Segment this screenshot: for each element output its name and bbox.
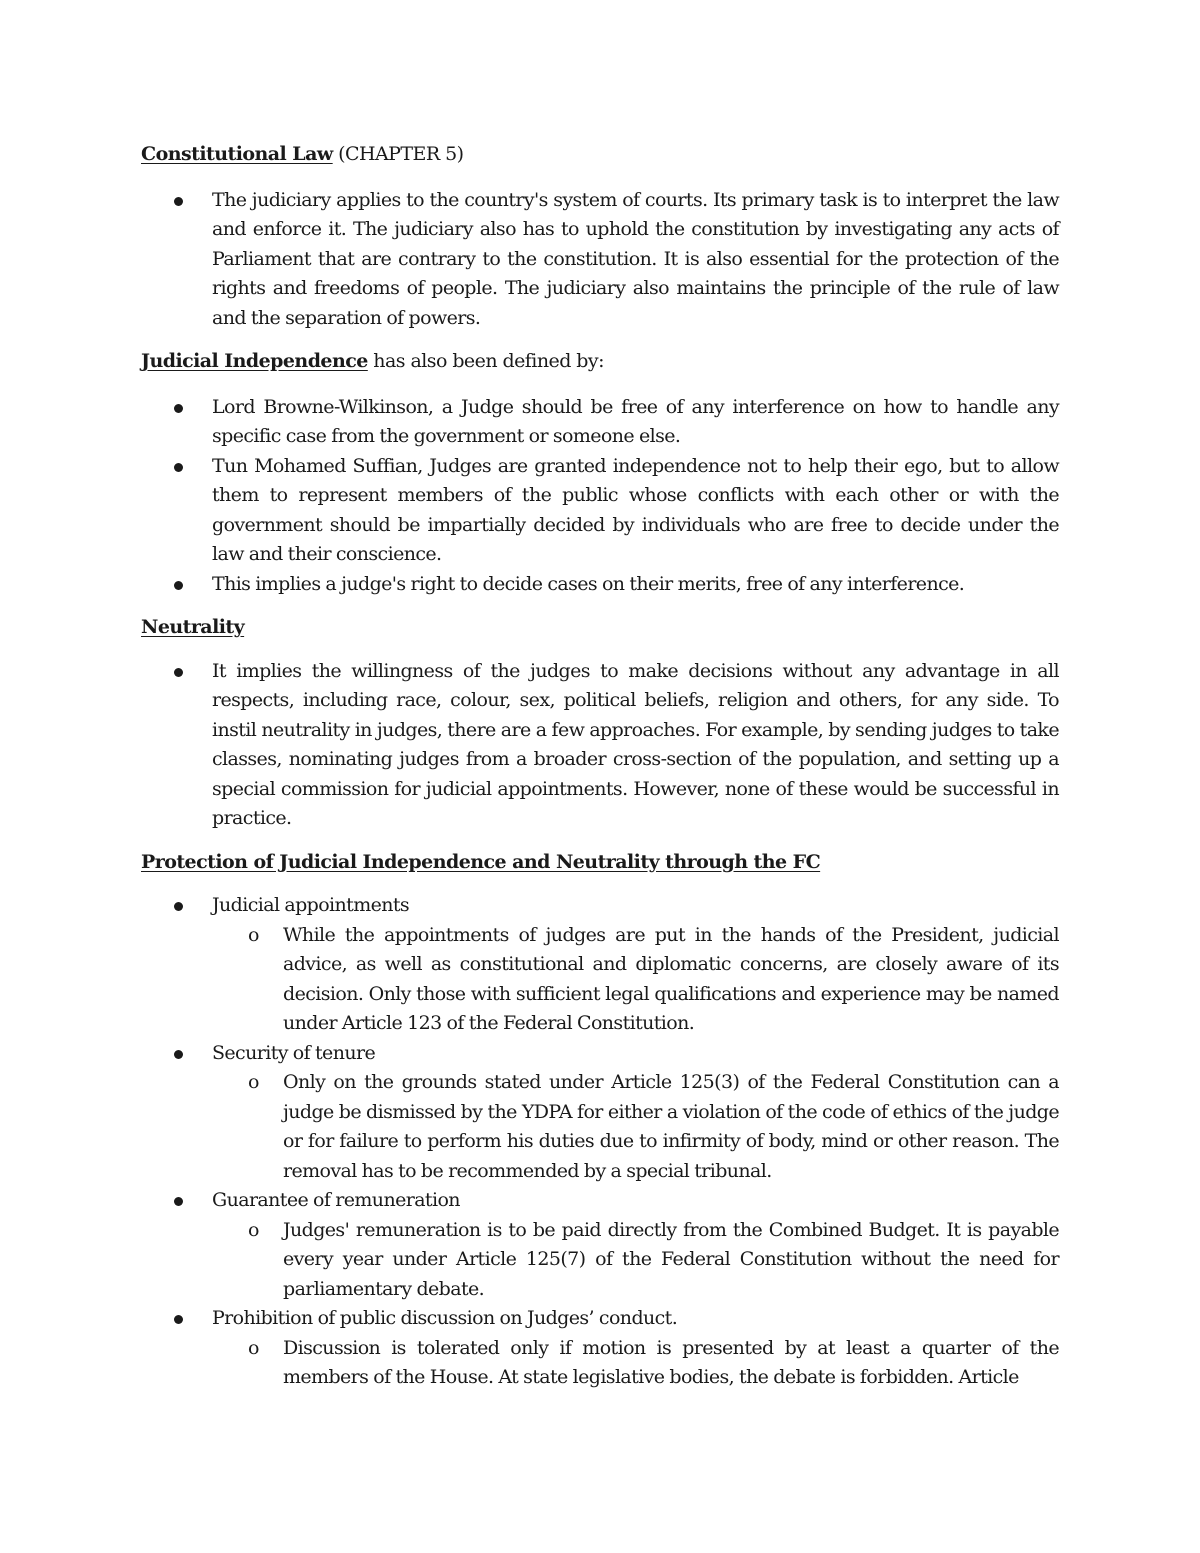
bullet-icon [174,404,183,413]
sub-list-item [212,1068,1059,1186]
list-item [141,891,1059,1039]
list-item [141,1039,1059,1187]
list-item-text: The judiciary applies to the country's system of courts. Its primary task is to interpret the law and enforce it. The judiciary also has to uphold the constitution by investigating any acts of Parliament that are contrary to the constitution. It is also essential for the protection of the rights and freedoms of people. The judiciary also maintains the principle of the rule of law and the separation of powers. [212,188,1059,329]
bullet-icon [174,1050,183,1059]
bullet-icon [174,1197,183,1206]
sub-list-item [212,921,1059,1039]
list-item [141,1304,1059,1393]
circle-bullet-icon: o [248,923,260,946]
neutrality-list [141,657,1059,834]
sub-list [212,921,1059,1039]
list-item [141,452,1059,570]
list-item [141,186,1059,334]
document-title [141,140,1059,170]
bullet-icon [174,668,183,677]
neutrality-heading: Neutrality [141,616,245,638]
sub-list-item-text: Only on the grounds stated under Article 125(3) of the Federal Constitution can a judge be dismissed by the YDPA for either a violation of the code of ethics of the judge or for failure to perform his duties due to infirmity of body, mind or other reason. The removal has to be recommended by a special tribunal. [283,1071,1059,1182]
title-main: Constitutional Law [141,143,333,165]
list-item-label: Guarantee of remuneration [212,1189,460,1211]
list-item-label: Prohibition of public discussion on Judges’ conduct. [212,1307,678,1329]
sub-list-item [212,1216,1059,1305]
bullet-icon [174,581,183,590]
list-item [141,570,1059,600]
list-item-label: Judicial appointments [212,894,410,916]
list-item-text: It implies the willingness of the judges to make decisions without any advantage in all respects, including race, colour, sex, political beliefs, religion and others, for any side. To instil neutrality in judges, there are a few approaches. For example, by sending judges to take classes, nominating judges from a broader cross-section of the population, and setting up a special commission for judicial appointments. However, none of these would be successful in practice. [212,659,1059,829]
bullet-icon [174,902,183,911]
sub-list-item-text: Discussion is tolerated only if motion is presented by at least a quarter of the members of the House. At state legislative bodies, the debate is forbidden. Article [283,1336,1059,1388]
sub-list [212,1068,1059,1186]
list-item [141,657,1059,834]
circle-bullet-icon: o [248,1218,260,1241]
list-item-text: Lord Browne-Wilkinson, a Judge should be free of any interference on how to handle any specific case from the government or someone else. [212,395,1059,447]
judicial-independence-label: Judicial Independence [141,350,368,372]
list-item-text: This implies a judge's right to decide cases on their merits, free of any interference. [212,572,965,595]
title-chapter: (CHAPTER 5) [332,143,464,165]
intro-list [141,186,1059,334]
circle-bullet-icon: o [248,1071,260,1093]
protection-list [141,891,1059,1393]
list-item [141,1186,1059,1304]
sub-list [212,1216,1059,1305]
list-item-label: Security of tenure [212,1041,376,1064]
sub-list-item [212,1334,1059,1393]
judicial-independence-list [141,393,1059,600]
sub-list-item-text: Judges' remuneration is to be paid directly from the Combined Budget. It is payable every year under Article 125(7) of the Federal Constitution without the need for parliamentary debate. [283,1218,1059,1300]
sub-list-item-text: While the appointments of judges are put in the hands of the President, judicial advice, as well as constitutional and diplomatic concerns, are closely aware of its decision. Only those with sufficient legal qualifications and experience may be named under Article 123 of the Federal Constitution. [283,923,1059,1034]
list-item [141,393,1059,452]
sub-list [212,1334,1059,1393]
list-item-text: Tun Mohamed Suffian, Judges are granted independence not to help their ego, but to allow them to represent members of the public whose conflicts with each other or with the government should be impartially decided by individuals who are free to decide under the law and their conscience. [212,454,1059,565]
circle-bullet-icon: o [248,1336,260,1359]
judicial-independence-heading [141,347,1059,377]
bullet-icon [174,197,183,206]
bullet-icon [174,463,183,472]
bullet-icon [174,1315,183,1324]
protection-heading: Protection of Judicial Independence and Neutrality through the FC [141,850,821,873]
judicial-independence-suffix: has also been defined by: [367,350,604,372]
